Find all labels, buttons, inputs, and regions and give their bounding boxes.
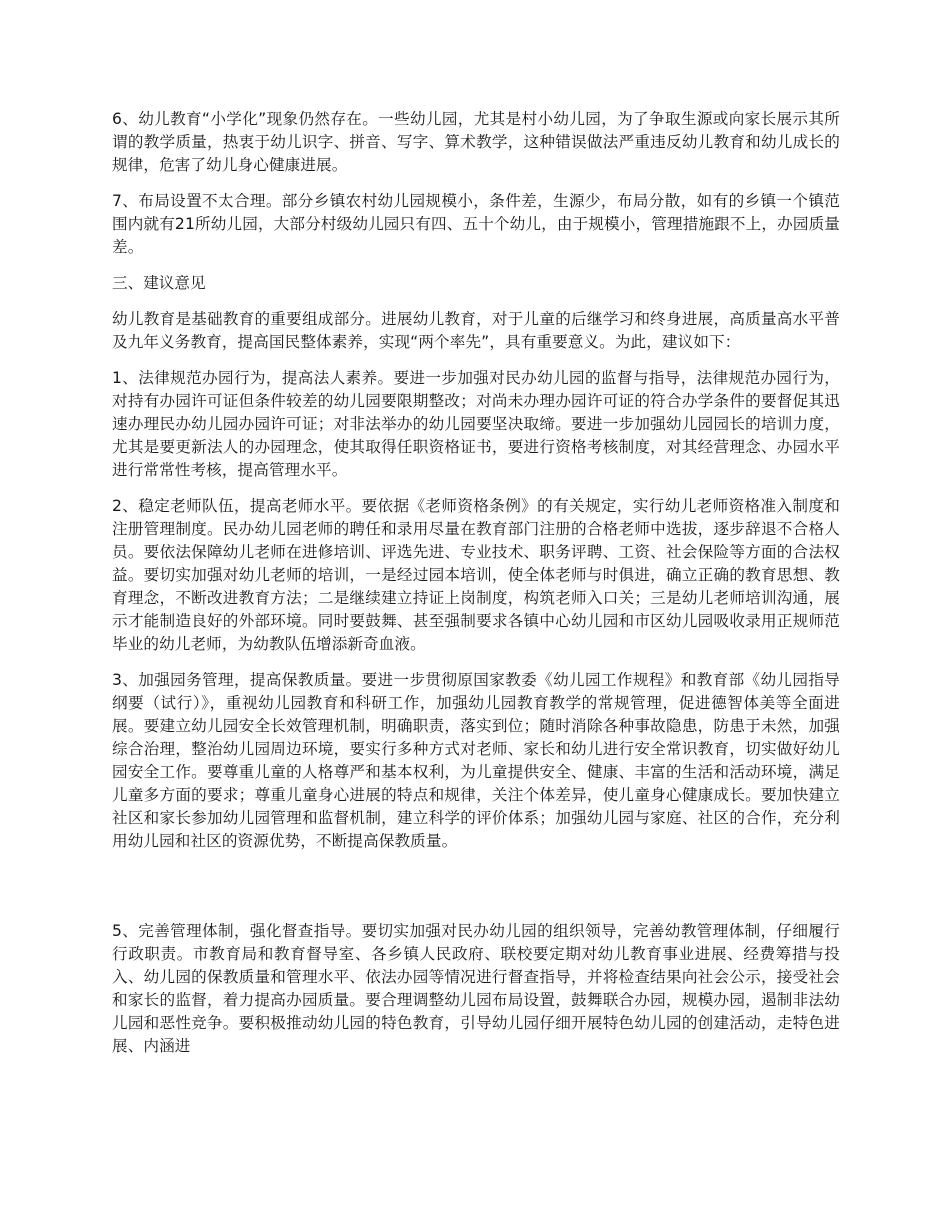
paragraph-suggestion-5: 5、完善管理体制，强化督查指导。要切实加强对民办幼儿园的组织领导，完善幼教管理体制，仔细履行行政职责。市教育局和教育督导室、各乡镇人民政府、联校要定期对幼儿教育事业进展、经费筹措与投入、幼儿园的保教质量和管理水平、依法办园等情况进行督查指导，并将检查结果向社会公示，接受社会和家长的监督，着力提高办园质量。要合理调整幼儿园布局设置，鼓舞联合办园，规模办园，遏制非法幼儿园和恶性竞争。要积极推动幼儿园的特色教育，引导幼儿园仔细开展特色幼儿园的创建活动，走特色进展、内涵进 [112,922,840,1055]
paragraph-suggestion-3: 3、加强园务管理，提高保教质量。要进一步贯彻原国家教委《幼儿园工作规程》和教育部《幼儿园指导纲要（试行）》，重视幼儿园教育和科研工作，加强幼儿园教育教学的常规管理，促进德智体美等全面进展。要建立幼儿园安全长效管理机制，明确职责，落实到位；随时消除各种事故隐患，防患于未然，加强综合治理，整治幼儿园周边环境，要实行多种方式对老师、家长和幼儿进行安全常识教育，切实做好幼儿园安全工作。要尊重儿童的人格尊严和基本权利，为儿童提供安全、健康、丰富的生活和活动环境，满足儿童多方面的要求；尊重儿童身心进展的特点和规律，关注个体差异，使儿童身心健康成长。要加快建立社区和家长参加幼儿园管理和监督机制，建立科学的评价体系；加强幼儿园与家庭、社区的合作，充分利用幼儿园和社区的资源优势，不断提高保教质量。 [112,671,840,850]
paragraph-item-7: 7、布局设置不太合理。部分乡镇农村幼儿园规模小，条件差，生源少，布局分散，如有的乡镇一个镇范围内就有21所幼儿园，大部分村级幼儿园只有四、五十个幼儿，由于规模小，管理措施跟不上，办园质量差。 [112,192,840,256]
blank-gap [112,866,840,920]
paragraph-item-6: 6、幼儿教育“小学化”现象仍然存在。一些幼儿园，尤其是村小幼儿园，为了争取生源或向家长展示其所谓的教学质量，热衷于幼儿识字、拼音、写字、算术教学，这种错误做法严重违反幼儿教育和幼儿成长的规律，危害了幼儿身心健康进展。 [112,110,840,174]
section-heading-suggestions: 三、建议意见 [112,274,206,292]
paragraph-intro: 幼儿教育是基础教育的重要组成部分。进展幼儿教育，对于儿童的后继学习和终身进展，高质量高水平普及九年义务教育，提高国民整体素养，实现“两个率先”，具有重要意义。为此，建议如下： [112,310,840,351]
paragraph-suggestion-1: 1、法律规范办园行为，提高法人素养。要进一步加强对民办幼儿园的监督与指导，法律规范办园行为，对持有办园许可证但条件较差的幼儿园要限期整改；对尚未办理办园许可证的符合办学条件的要督促其迅速办理民办幼儿园办园许可证；对非法举办的幼儿园要坚决取缔。要进一步加强幼儿园园长的培训力度，尤其是要更新法人的办园理念，使其取得任职资格证书，要进行资格考核制度，对其经营理念、办园水平进行常常性考核，提高管理水平。 [112,369,840,479]
paragraph-suggestion-2: 2、稳定老师队伍，提高老师水平。要依据《老师资格条例》的有关规定，实行幼儿老师资格准入制度和注册管理制度。民办幼儿园老师的聘任和录用尽量在教育部门注册的合格老师中选拔，逐步辞退不合格人员。要依法保障幼儿老师在进修培训、评选先进、专业技术、职务评聘、工资、社会保险等方面的合法权益。要切实加强对幼儿老师的培训，一是经过园本培训，使全体老师与时俱进，确立正确的教育思想、教育理念，不断改进教育方法；二是继续建立持证上岗制度，构筑老师入口关；三是幼儿老师培训沟通，展示才能制造良好的外部环境。同时要鼓舞、甚至强制要求各镇中心幼儿园和市区幼儿园吸收录用正规师范毕业的幼儿老师，为幼教队伍增添新奇血液。 [112,497,840,653]
document-page [112,108,840,1071]
